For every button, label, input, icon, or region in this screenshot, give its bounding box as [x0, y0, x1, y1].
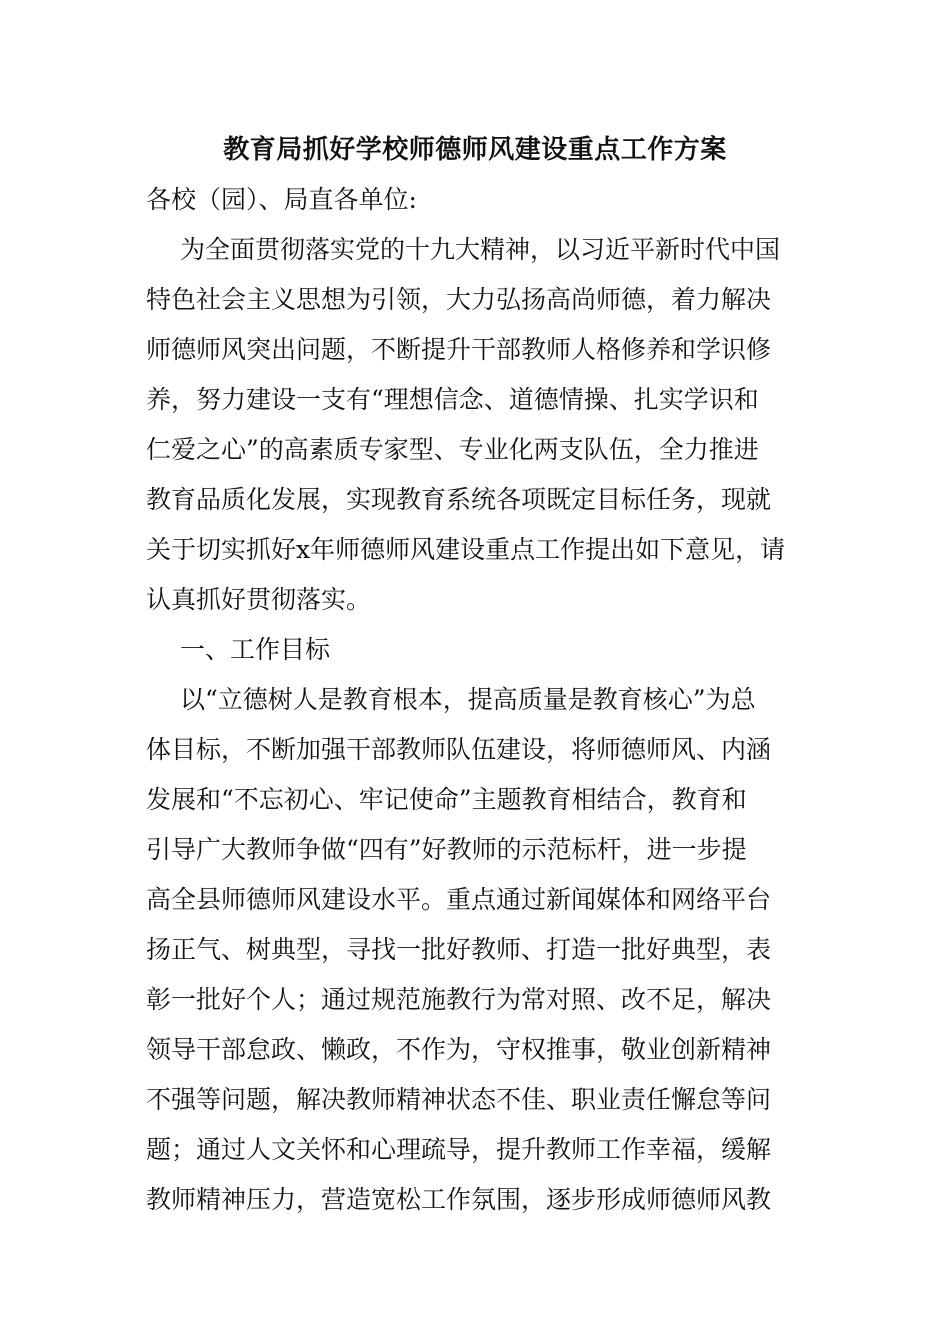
document-title: 教育局抓好学校师德师风建设重点工作方案: [223, 135, 727, 165]
paragraph-2-line-11: 教师精神压力，营造宽松工作氛围，逐步形成师德师风教: [146, 1185, 772, 1214]
paragraph-1-line-2: 特色社会主义思想为引领，大力弘扬高尚师德，着力解决: [146, 285, 772, 314]
paragraph-2-line-8: 领导干部怠政、懒政，不作为，守权推事，敬业创新精神: [146, 1035, 772, 1064]
paragraph-1-line-8: 认真抓好贯彻落实。: [146, 585, 372, 614]
section-1-heading: 一、工作目标: [180, 635, 331, 664]
paragraph-2-line-10: 题；通过人文关怀和心理疏导，提升教师工作幸福，缓解: [146, 1135, 772, 1164]
paragraph-2-line-6: 扬正气、树典型，寻找一批好教师、打造一批好典型，表: [146, 935, 772, 964]
paragraph-1-line-1: 为全面贯彻落实党的十九大精神，以习近平新时代中国: [180, 235, 781, 264]
paragraph-1-line-7: 关于切实抓好x年师德师风建设重点工作提出如下意见，请: [146, 535, 786, 564]
salutation: 各校（园）、局直各单位:: [146, 185, 417, 214]
paragraph-1-line-4: 养，努力建设一支有“理想信念、道德情操、扎实学识和: [146, 385, 759, 414]
paragraph-2-line-4: 引导广大教师争做“四有”好教师的示范标杆，进一步提: [146, 835, 747, 864]
paragraph-1-line-6: 教育品质化发展，实现教育系统各项既定目标任务，现就: [146, 485, 772, 514]
paragraph-2-line-7: 彰一批好个人；通过规范施教行为常对照、改不足，解决: [146, 985, 772, 1014]
paragraph-1-line-3: 师德师风突出问题，不断提升干部教师人格修养和学识修: [146, 335, 772, 364]
paragraph-2-line-9: 不强等问题，解决教师精神状态不佳、职业责任懈怠等问: [146, 1085, 772, 1114]
paragraph-2-line-1: 以“立德树人是教育根本，提高质量是教育核心”为总: [180, 685, 756, 714]
paragraph-2-line-3: 发展和“不忘初心、牢记使命”主题教育相结合，教育和: [146, 785, 747, 814]
paragraph-2-line-2: 体目标，不断加强干部教师队伍建设，将师德师风、内涵: [146, 735, 772, 764]
paragraph-1-line-5: 仁爱之心”的高素质专家型、专业化两支队伍，全力推进: [146, 435, 759, 464]
paragraph-2-line-5: 高全县师德师风建设水平。重点通过新闻媒体和网络平台: [146, 885, 772, 914]
